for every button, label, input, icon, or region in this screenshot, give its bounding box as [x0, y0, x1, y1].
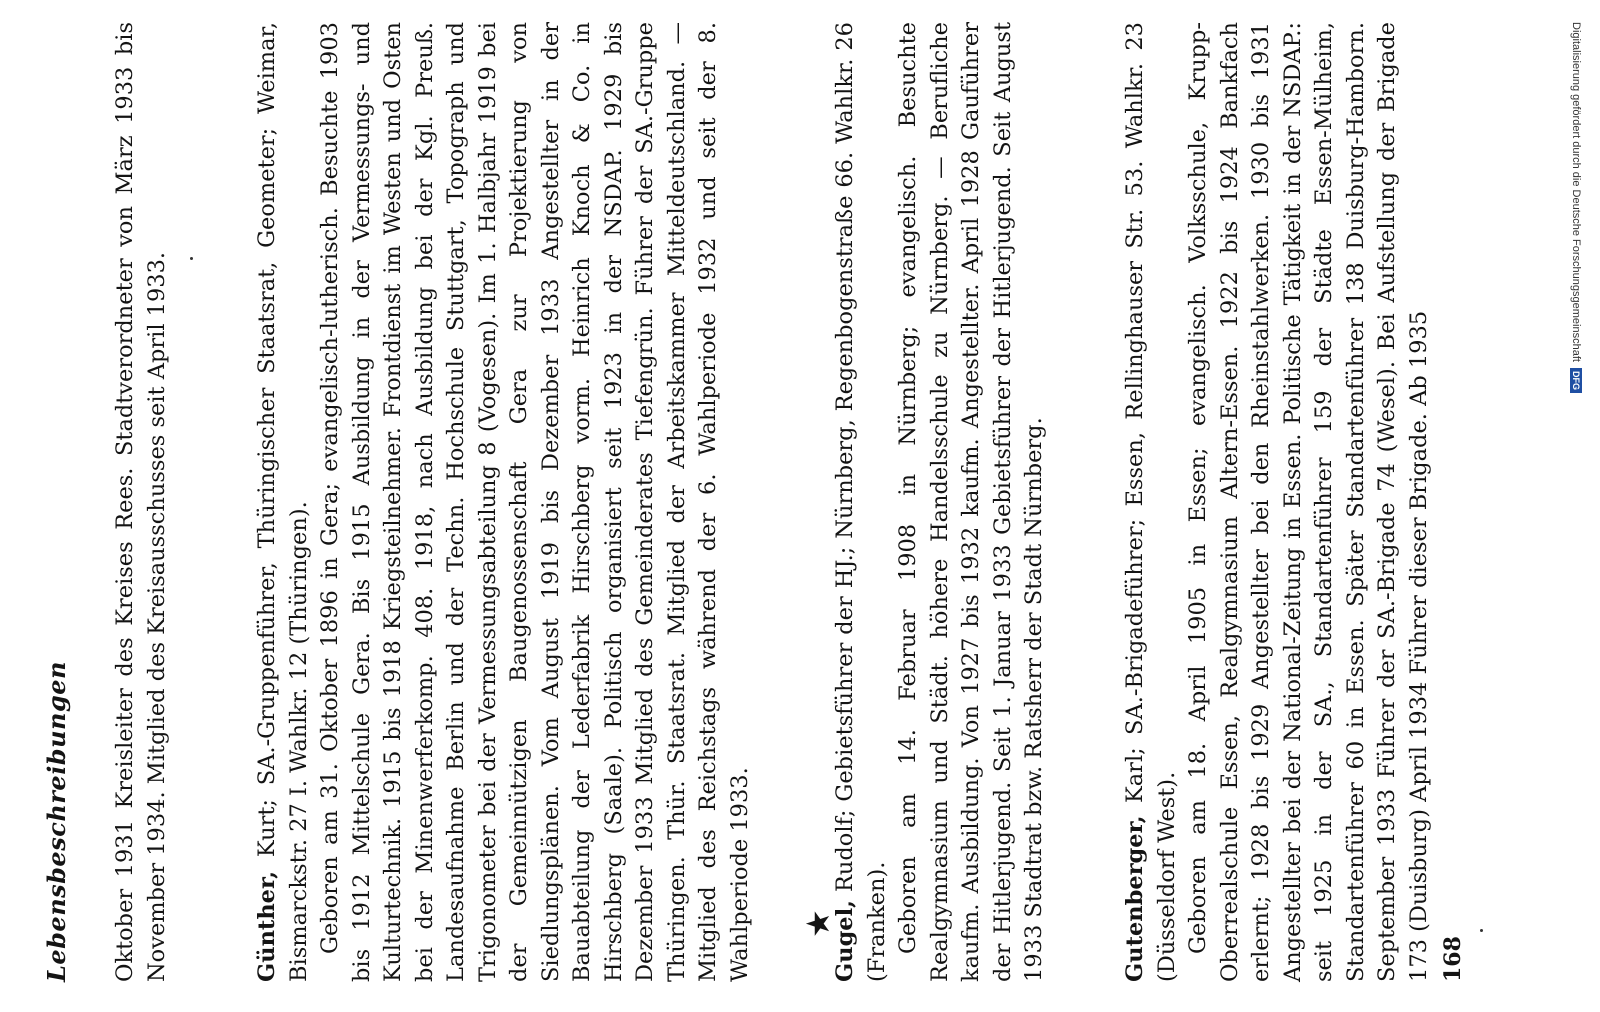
entry-gutenberger-body: Geboren am 18. April 1905 in Essen; evangelisch. Volksschule, Krupp-Oberrealschule Essen, Realgymnasium Altern-Essen. 1922 bis 1924 Bankfach erlernt; 1928 bis 1929 Angestellter bei den Rheinstahlwerken. 1930 bis 1931 Angestellter bei der National-Zeitung in Essen. Politische Tätigkeit in der NSDAP.: seit 1925 in der SA., Standartenführer 159 der Städte Essen-Mülheim, Standartenführer 60 in Essen. Später Standartenführer 138 Duisburg-Hamborn. September 1933 Führer der SA.-Brigade 74 (Wesel). Bei Aufstellung der Brigade 173 (Duisburg) April 1934 Führer dieser Brigade. Ab 1935 [1185, 22, 1432, 982]
digitization-credit [1566, 22, 1586, 1012]
entry-gutenberger-details: Karl; SA.-Brigadeführer; Essen, Rellinghauser Str. 53. Wahlkr. 23 (Düsseldorf West). [1122, 22, 1180, 982]
entry-continuation [110, 22, 173, 982]
entry-guenther [252, 22, 756, 982]
speck-mark [190, 257, 193, 260]
entry-guenther-body: Geboren am 31. Oktober 1896 in Gera; evangelisch-lutherisch. Besuchte 1903 bis 1912 Mittelschule Gera. Bis 1915 Ausbildung in der Vermessungs- und Kulturtechnik. 1915 bis 1918 Kriegsteilnehmer. Frontdienst im Westen und Osten bei der Minenwerferkomp. 408. 1918, nach Ausbildung bei der Kgl. Preuß. Landesaufnahme Berlin und der Techn. Hochschule Stuttgart, Topograph und Trigonometer bei der Vermessungsabteilung 8 (Vogesen). Im 1. Halbjahr 1919 bei der Gemeinnützigen Baugenossenschaft Gera zur Projektierung von Siedlungsplänen. Vom August 1919 bis Dezember 1933 Angestellter in der Bauabteilung der Lederfabrik Hirschberg vorm. Heinrich Knoch & Co. in Hirschberg (Saale). Politisch organisiert seit 1923 in der NSDAP. 1929 bis Dezember 1933 Mitglied des Gemeinderates Tiefengrün. Führer der SA.-Gruppe Thüringen. Thür. Staatsrat. Mitglied der Arbeitskammer Mitteldeutschland. — Mitglied des Reichstags während der 6. Wahlperiode 1932 und seit der 8. Wahlperiode 1933. [317, 22, 753, 982]
credit-text: Digitalisierung gefördert durch die Deutsche Forschungsgemeinschaft [1570, 22, 1582, 362]
entry-gugel-intro [830, 22, 893, 982]
page-heading: Lebensbeschreibungen [42, 661, 71, 982]
page-number: 168 [1440, 936, 1466, 982]
star-mark: ★ [799, 909, 837, 938]
entry-gugel-body: Geboren am 14. Februar 1908 in Nürnberg; evangelisch. Besuchte Realgymnasium und Städt. höhere Handelsschule zu Nürnberg. — Berufliche kaufm. Ausbildung. Von 1927 bis 1932 kaufm. Angestellter. April 1928 Gauführer der Hitlerjugend. Seit 1. Januar 1933 Gebietsführer der Hitlerjugend. Seit August 1933 Stadtrat bzw. Ratsherr der Stadt Nürnberg. [895, 22, 1047, 982]
dfg-logo-icon: DFG [1570, 368, 1582, 393]
speck-mark [1480, 929, 1483, 932]
entry-gutenberger-name: Gutenberger, [1122, 815, 1148, 982]
entry-guenther-details: Kurt; SA.-Gruppenführer, Thüringischer Staatsrat, Geometer; Weimar, Bismarckstr. 27 I. Wahlkr. 12 (Thüringen). [254, 22, 312, 982]
continuation-text: Oktober 1931 Kreisleiter des Kreises Rees. Stadtverordneter von März 1933 bis November 1934. Mitglied des Kreisausschusses seit April 1933. [112, 22, 170, 982]
entry-gugel-details: Rudolf; Gebietsführer der HJ.; Nürnberg, Regenbogenstraße 66. Wahlkr. 26 (Franken). [832, 22, 890, 982]
entry-gutenberger-intro [1120, 22, 1183, 982]
entry-guenther-name: Günther, [254, 870, 280, 982]
entry-guenther-intro [252, 22, 315, 982]
entry-gugel [830, 22, 1051, 982]
entry-gugel-name: Gugel, [832, 899, 858, 982]
entry-gutenberger [1120, 22, 1435, 982]
